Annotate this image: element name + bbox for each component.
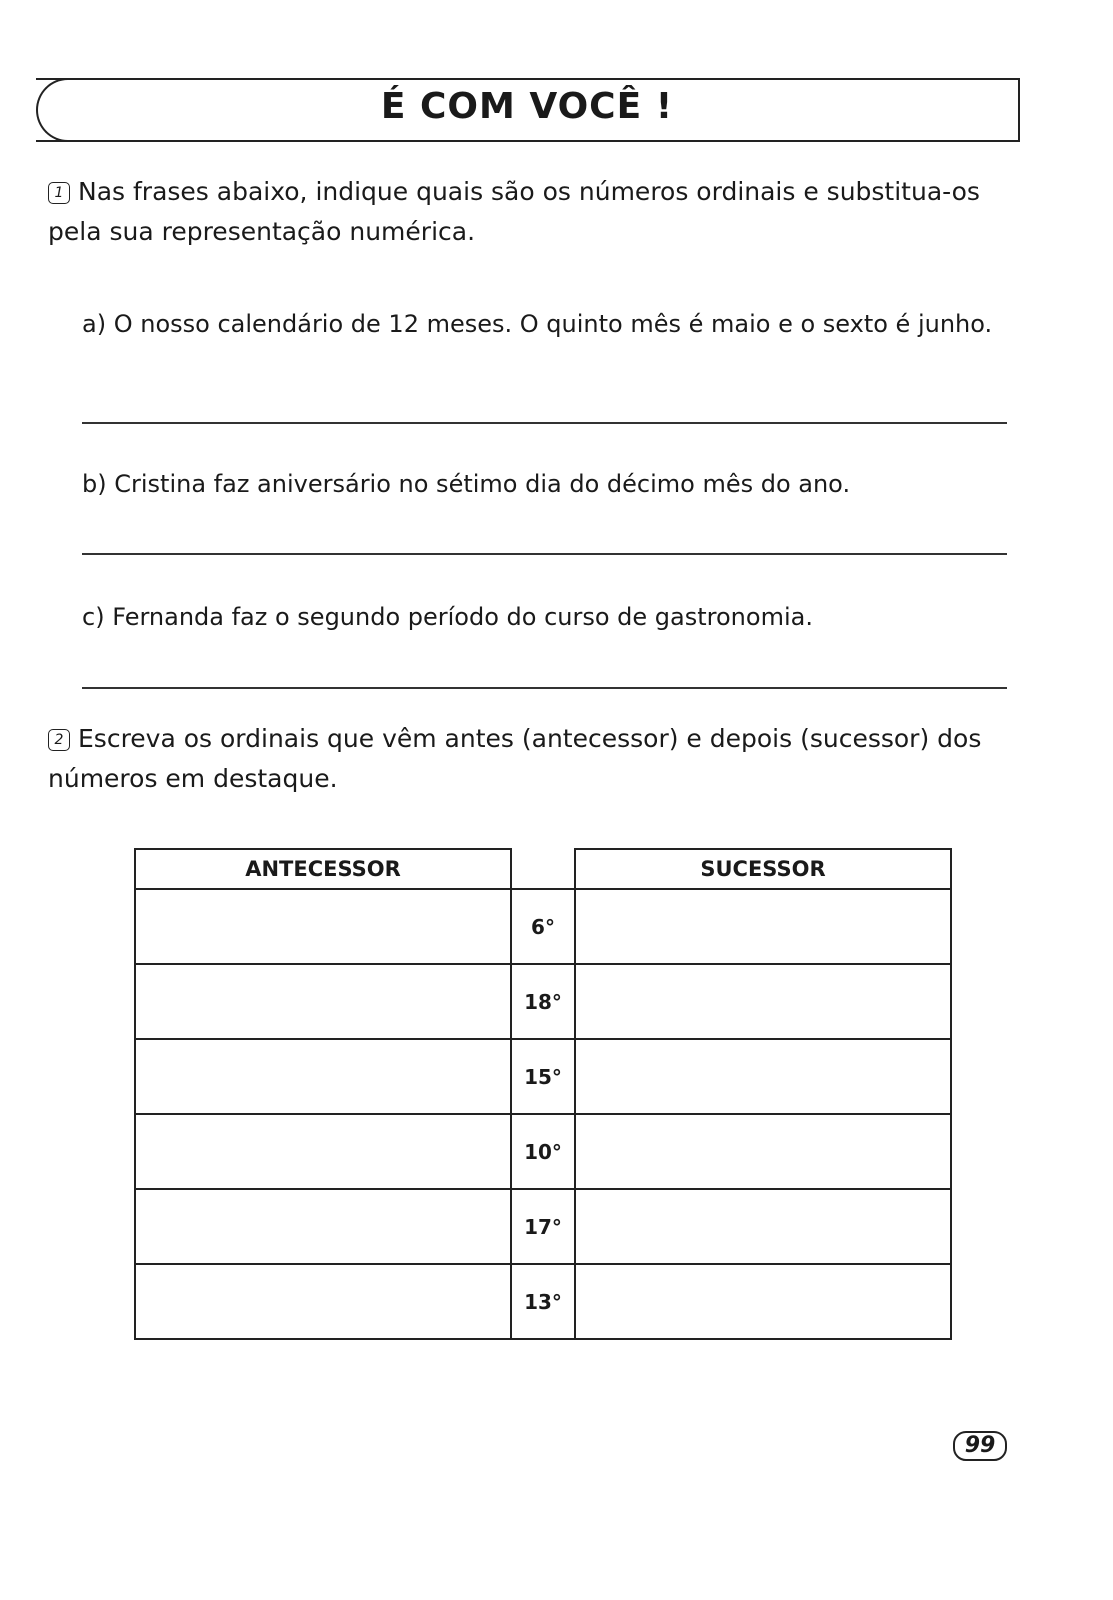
title-banner [36,78,1020,142]
header-sucessor: SUCESSOR [575,849,951,889]
item-a-label: a) [82,310,107,338]
item-c-label: c) [82,603,105,631]
table-row [135,964,951,1039]
highlighted-number: 6° [511,889,575,964]
question-2 [48,719,1008,799]
item-c-text: Fernanda faz o segundo período do curso de gastronomia. [112,603,813,631]
sucessor-cell[interactable] [575,964,951,1039]
table-header-row [135,849,951,889]
table-row [135,889,951,964]
item-b [82,467,1007,501]
answer-line-a[interactable] [82,422,1007,424]
highlighted-number: 18° [511,964,575,1039]
sucessor-cell[interactable] [575,889,951,964]
item-b-text: Cristina faz aniversário no sétimo dia do décimo mês do ano. [114,470,851,498]
sucessor-cell[interactable] [575,1114,951,1189]
antecessor-cell[interactable] [135,964,511,1039]
antecessor-cell[interactable] [135,889,511,964]
header-antecessor: ANTECESSOR [135,849,511,889]
highlighted-number: 13° [511,1264,575,1339]
antecessor-cell[interactable] [135,1039,511,1114]
question-2-number: 2 [48,729,70,751]
question-1-text: Nas frases abaixo, indique quais são os números ordinais e substitua-os pela sua representação numérica. [48,177,980,246]
question-2-text: Escreva os ordinais que vêm antes (antecessor) e depois (sucessor) dos números em destaque. [48,724,982,793]
header-gap [511,849,575,889]
question-1-number: 1 [48,182,70,204]
item-c [82,600,1007,634]
table-row [135,1264,951,1339]
highlighted-number: 17° [511,1189,575,1264]
antecessor-cell[interactable] [135,1264,511,1339]
highlighted-number: 15° [511,1039,575,1114]
table-row [135,1114,951,1189]
sucessor-cell[interactable] [575,1189,951,1264]
question-1 [48,172,1008,252]
antecessor-cell[interactable] [135,1189,511,1264]
answer-line-b[interactable] [82,553,1007,555]
sucessor-cell[interactable] [575,1039,951,1114]
item-a-text: O nosso calendário de 12 meses. O quinto mês é maio e o sexto é junho. [113,310,993,338]
antecessor-cell[interactable] [135,1114,511,1189]
page-title: É COM VOCÊ ! [380,86,674,127]
answer-line-c[interactable] [82,687,1007,689]
page-number: 99 [953,1431,1007,1461]
item-b-label: b) [82,470,107,498]
highlighted-number: 10° [511,1114,575,1189]
table-row [135,1189,951,1264]
table-row [135,1039,951,1114]
ordinal-table [134,848,952,1340]
item-a [82,307,1007,341]
sucessor-cell[interactable] [575,1264,951,1339]
